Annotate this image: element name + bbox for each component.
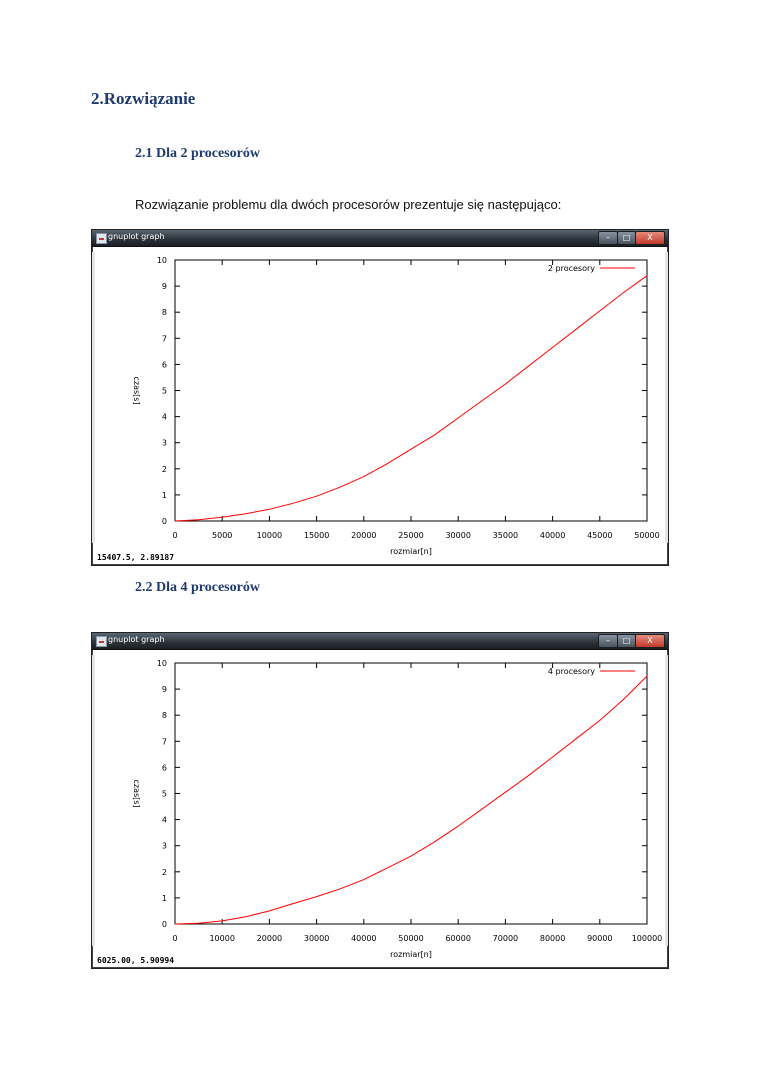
subsection-heading-4-procesory: 2.2 Dla 4 procesorów — [135, 580, 260, 595]
data-point — [293, 903, 294, 904]
data-point — [198, 923, 199, 924]
data-point — [576, 738, 577, 739]
data-point — [387, 463, 388, 464]
data-point — [434, 434, 435, 435]
x-tick-label: 10000 — [209, 934, 235, 943]
x-tick-label: 60000 — [445, 934, 471, 943]
x-axis-label: rozmiar[n] — [390, 950, 432, 959]
data-point — [175, 924, 176, 925]
y-axis-label: czas[s] — [132, 779, 141, 808]
gnuplot-window-2 — [91, 632, 669, 969]
line-chart-4-procesory — [92, 650, 668, 968]
x-tick-label: 25000 — [398, 531, 424, 540]
y-tick-label: 4 — [161, 412, 167, 422]
window-title: gnuplot graph — [108, 232, 165, 241]
maximize-button[interactable]: □ — [617, 231, 636, 245]
y-tick-label: 10 — [156, 256, 167, 265]
x-tick-label: 100000 — [631, 934, 663, 943]
window-titlebar[interactable] — [92, 633, 668, 650]
x-tick-label: 40000 — [351, 934, 377, 943]
data-point — [222, 920, 223, 921]
x-tick-label: 15000 — [303, 531, 330, 540]
data-point — [411, 856, 412, 857]
y-tick-label: 3 — [161, 438, 167, 448]
y-tick-label: 1 — [161, 490, 167, 500]
data-point — [599, 720, 600, 721]
data-point — [552, 757, 553, 758]
x-tick-label: 30000 — [303, 934, 330, 943]
y-tick-label: 6 — [161, 360, 167, 370]
data-point — [481, 401, 482, 402]
x-tick-label: 90000 — [587, 934, 613, 943]
y-tick-label: 10 — [156, 659, 167, 668]
y-tick-label: 9 — [161, 282, 167, 292]
y-tick-label: 3 — [161, 841, 167, 851]
gnuplot-window-1 — [91, 229, 669, 566]
data-point — [623, 292, 624, 293]
data-point — [316, 496, 317, 497]
data-point — [576, 329, 577, 330]
legend-label: 2 procesory — [547, 264, 595, 273]
data-point — [458, 418, 459, 419]
x-tick-label: 10000 — [256, 531, 283, 540]
y-tick-label: 7 — [161, 334, 167, 344]
data-point — [481, 809, 482, 810]
data-point — [316, 896, 317, 897]
x-tick-label: 0 — [172, 531, 178, 540]
gnuplot-app-icon — [96, 233, 107, 244]
x-tick-label: 50000 — [398, 934, 424, 943]
data-point — [222, 517, 223, 518]
y-tick-label: 9 — [161, 685, 167, 695]
close-button[interactable]: X — [635, 231, 665, 245]
x-tick-label: 70000 — [492, 934, 519, 943]
data-point — [647, 275, 648, 276]
y-tick-label: 0 — [161, 920, 167, 929]
y-axis-label: czas[s] — [132, 376, 141, 405]
y-tick-label: 2 — [161, 867, 167, 877]
data-point — [175, 521, 176, 522]
window-titlebar[interactable] — [92, 230, 668, 247]
data-point — [647, 676, 648, 677]
y-tick-label: 2 — [161, 464, 167, 474]
data-point — [434, 841, 435, 842]
data-point — [529, 775, 530, 776]
x-tick-label: 5000 — [212, 531, 233, 540]
data-point — [599, 310, 600, 311]
section-heading-main: 2.Rozwiązanie — [91, 89, 196, 108]
data-point — [552, 347, 553, 348]
line-chart-2-procesory — [92, 247, 668, 565]
window-title: gnuplot graph — [108, 635, 165, 644]
data-point — [245, 513, 246, 514]
data-point — [198, 519, 199, 520]
x-tick-label: 30000 — [445, 531, 471, 540]
x-tick-label: 40000 — [539, 531, 566, 540]
y-tick-label: 4 — [161, 815, 167, 825]
data-point — [363, 879, 364, 880]
data-point — [363, 476, 364, 477]
data-point — [245, 916, 246, 917]
y-tick-label: 5 — [161, 386, 167, 396]
cursor-coordinates-readout: 15407.5, 2.89187 — [97, 553, 175, 562]
y-tick-label: 7 — [161, 737, 167, 747]
x-tick-label: 35000 — [492, 531, 519, 540]
x-tick-label: 0 — [172, 934, 178, 943]
intro-paragraph: Rozwiązanie problemu dla dwóch procesorów prezentuje się następująco: — [135, 197, 562, 212]
subsection-heading-2-procesory: 2.1 Dla 2 procesorów — [135, 146, 260, 161]
gnuplot-app-icon — [96, 636, 107, 647]
maximize-button[interactable]: □ — [617, 634, 636, 648]
minimize-button[interactable]: – — [598, 634, 618, 648]
x-tick-label: 20000 — [351, 531, 377, 540]
y-tick-label: 5 — [161, 789, 167, 799]
series-line — [175, 676, 647, 924]
legend-label: 4 procesory — [547, 667, 595, 676]
data-point — [505, 384, 506, 385]
series-line — [175, 276, 647, 521]
data-point — [269, 911, 270, 912]
data-point — [269, 509, 270, 510]
cursor-coordinates-readout: 6025.00, 5.90994 — [97, 956, 175, 965]
data-point — [340, 888, 341, 889]
plot-frame — [175, 260, 647, 521]
x-tick-label: 20000 — [256, 934, 283, 943]
y-tick-label: 8 — [161, 308, 167, 318]
data-point — [529, 365, 530, 366]
x-tick-label: 50000 — [634, 531, 660, 540]
data-point — [623, 699, 624, 700]
data-point — [411, 449, 412, 450]
y-tick-label: 8 — [161, 711, 167, 721]
x-tick-label: 80000 — [539, 934, 566, 943]
x-axis-label: rozmiar[n] — [390, 547, 432, 556]
y-tick-label: 1 — [161, 893, 167, 903]
data-point — [340, 487, 341, 488]
data-point — [387, 867, 388, 868]
data-point — [458, 826, 459, 827]
y-tick-label: 6 — [161, 763, 167, 773]
minimize-button[interactable]: – — [598, 231, 618, 245]
x-tick-label: 45000 — [587, 531, 613, 540]
data-point — [505, 792, 506, 793]
data-point — [293, 503, 294, 504]
y-tick-label: 0 — [161, 517, 167, 526]
close-button[interactable]: X — [635, 634, 665, 648]
plot-frame — [175, 663, 647, 924]
